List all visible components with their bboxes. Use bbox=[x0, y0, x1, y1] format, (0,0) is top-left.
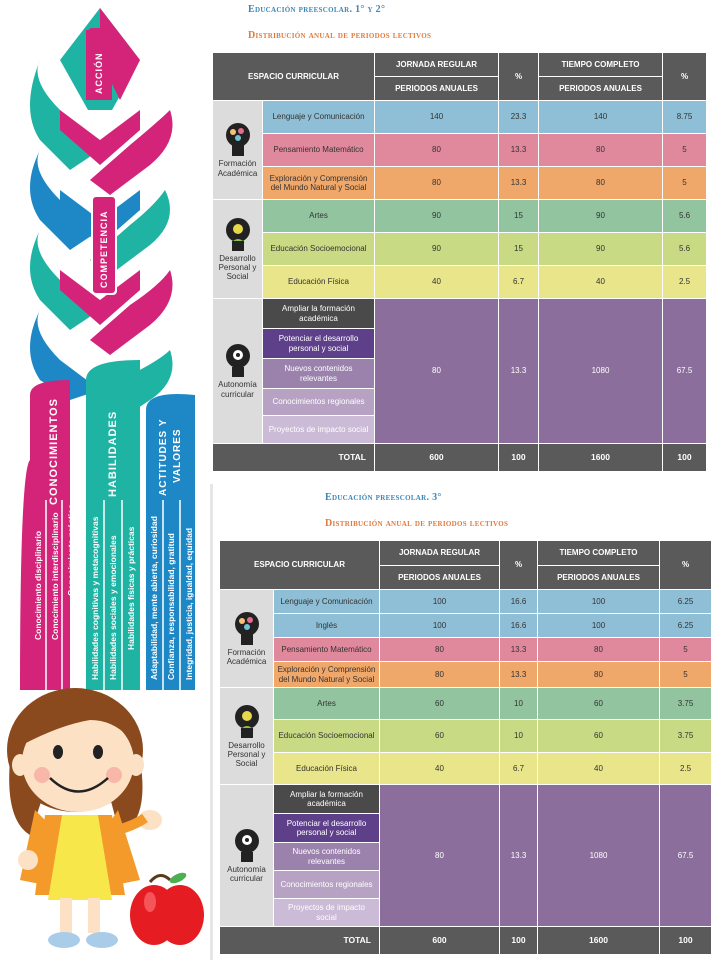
subject-name: Lenguaje y Comunicación bbox=[263, 101, 375, 134]
brain-head-icon bbox=[223, 122, 253, 156]
autonomia-item: Proyectos de impacto social bbox=[274, 899, 380, 927]
autonomia-item: Ampliar la formación académica bbox=[274, 785, 380, 814]
header-periodos2: PERIODOS ANUALES bbox=[539, 77, 663, 101]
item-habilidades-cognitivas: Habilidades cognitivas y metacognitivas bbox=[90, 516, 100, 680]
header-pct: % bbox=[499, 53, 539, 101]
header-periodos: PERIODOS ANUALES bbox=[375, 77, 499, 101]
table-row: Autonomía curricular Ampliar la formación académica 80 13.3 1080 67.5 bbox=[213, 299, 707, 329]
section-subtitle: Distribución anual de periodos lectivos bbox=[325, 518, 509, 529]
table-row: Pensamiento Matemático 80 13.3 80 5 bbox=[220, 638, 712, 662]
table-row: Inglés 100 16.6 100 6.25 bbox=[220, 614, 712, 638]
apple-illustration bbox=[130, 871, 204, 945]
header-periodos: PERIODOS ANUALES bbox=[380, 566, 500, 590]
item-conocimiento-disciplinario: Conocimiento disciplinario bbox=[33, 530, 43, 640]
autonomia-item: Proyectos de impacto social bbox=[263, 416, 375, 444]
table-row: Exploración y Comprensión del Mundo Natural y Social 80 13.3 80 5 bbox=[220, 662, 712, 688]
table-row: Educación Física 40 6.7 40 2.5 bbox=[220, 753, 712, 785]
autonomia-item: Conocimientos regionales bbox=[263, 389, 375, 416]
subject-name: Artes bbox=[274, 688, 380, 720]
gear-head-icon bbox=[223, 343, 253, 377]
subject-name: Educación Física bbox=[263, 266, 375, 299]
group-formacion: Formación Académica bbox=[220, 590, 274, 688]
subject-name: Exploración y Comprensión del Mundo Natural y Social bbox=[274, 662, 380, 688]
header-espacio: ESPACIO CURRICULAR bbox=[220, 541, 380, 590]
group-formacion: Formación Académica bbox=[213, 101, 263, 200]
table-row: Educación Física 40 6.7 40 2.5 bbox=[213, 266, 707, 299]
section-title: Educación preescolar. 3° bbox=[325, 492, 442, 503]
item-integridad: Integridad, justicia, igualdad, equidad bbox=[184, 527, 194, 680]
item-conocimiento-practico: Conocimiento práctico bbox=[66, 503, 76, 596]
subject-name: Lenguaje y Comunicación bbox=[274, 590, 380, 614]
autonomia-item: Potenciar el desarrollo personal y social bbox=[263, 329, 375, 359]
autonomia-item: Ampliar la formación académica bbox=[263, 299, 375, 329]
competencia-label: COMPETENCIA bbox=[99, 210, 109, 288]
table-row: Formación Académica Lenguaje y Comunicación 100 16.6 100 6.25 bbox=[220, 590, 712, 614]
header-jornada: JORNADA REGULAR bbox=[380, 541, 500, 566]
header-espacio: ESPACIO CURRICULAR bbox=[213, 53, 375, 101]
subject-name: Pensamiento Matemático bbox=[274, 638, 380, 662]
flower-head-icon bbox=[232, 704, 262, 738]
group-autonomia: Autonomía curricular bbox=[220, 785, 274, 927]
table-row: Pensamiento Matemático 80 13.3 80 5 bbox=[213, 134, 707, 167]
gear-head-icon bbox=[232, 828, 262, 862]
periods-table bbox=[219, 540, 712, 955]
section-subtitle: Distribución anual de periodos lectivos bbox=[248, 30, 432, 41]
header-tiempo: TIEMPO COMPLETO bbox=[539, 53, 663, 77]
autonomia-item: Potenciar el desarrollo personal y social bbox=[274, 814, 380, 843]
header-pct: % bbox=[500, 541, 538, 590]
table-row: Formación Académica Lenguaje y Comunicación 140 23.3 140 8.75 bbox=[213, 101, 707, 134]
header-pct2: % bbox=[663, 53, 707, 101]
item-habilidades-sociales: Habilidades sociales y emocionales bbox=[108, 535, 118, 680]
periods-table bbox=[212, 52, 707, 472]
group-desarrollo: Desarrollo Personal y Social bbox=[220, 688, 274, 785]
total-row: TOTAL 600 100 1600 100 bbox=[220, 927, 712, 955]
actitudes-label: ACTITUDES Y bbox=[158, 418, 169, 496]
subject-name: Educación Socioemocional bbox=[274, 720, 380, 753]
item-adaptabilidad: Adaptabilidad, mente abierta, curiosidad bbox=[149, 516, 159, 680]
table-row: Exploración y Comprensión del Mundo Natural y Social 80 13.3 80 5 bbox=[213, 167, 707, 200]
subject-name: Artes bbox=[263, 200, 375, 233]
header-tiempo: TIEMPO COMPLETO bbox=[538, 541, 660, 566]
subject-name: Educación Socioemocional bbox=[263, 233, 375, 266]
group-autonomia: Autonomía curricular bbox=[213, 299, 263, 444]
habilidades-label: HABILIDADES bbox=[107, 410, 119, 497]
total-row: TOTAL 600 100 1600 100 bbox=[213, 444, 707, 472]
header-jornada: JORNADA REGULAR bbox=[375, 53, 499, 77]
item-conocimiento-interdisciplinario: Conocimiento interdisciplinario bbox=[50, 512, 60, 640]
header-pct2: % bbox=[660, 541, 712, 590]
table-row: Educación Socioemocional 60 10 60 3.75 bbox=[220, 720, 712, 753]
table-row: Educación Socioemocional 90 15 90 5.6 bbox=[213, 233, 707, 266]
section-title: Educación preescolar. 1° y 2° bbox=[248, 4, 386, 15]
table-section-1-2 bbox=[210, 0, 720, 484]
subject-name: Inglés bbox=[274, 614, 380, 638]
subject-name: Exploración y Comprensión del Mundo Natural y Social bbox=[263, 167, 375, 200]
table-row: Autonomía curricular Ampliar la formación académica 80 13.3 1080 67.5 bbox=[220, 785, 712, 814]
autonomia-item: Conocimientos regionales bbox=[274, 871, 380, 899]
subject-name: Pensamiento Matemático bbox=[263, 134, 375, 167]
autonomia-item: Nuevos contenidos relevantes bbox=[274, 843, 380, 871]
table-row: Desarrollo Personal y Social Artes 90 15 90 5.6 bbox=[213, 200, 707, 233]
brain-head-icon bbox=[232, 611, 262, 645]
subject-name: Educación Física bbox=[274, 753, 380, 785]
autonomia-item: Nuevos contenidos relevantes bbox=[263, 359, 375, 389]
conocimientos-label: CONOCIMIENTOS bbox=[48, 398, 60, 505]
group-desarrollo: Desarrollo Personal y Social bbox=[213, 200, 263, 299]
table-row: Desarrollo Personal y Social Artes 60 10 60 3.75 bbox=[220, 688, 712, 720]
item-confianza: Confianza, responsabilidad, gratitud bbox=[166, 533, 176, 680]
competency-infographic bbox=[0, 0, 210, 960]
header-periodos2: PERIODOS ANUALES bbox=[538, 566, 660, 590]
accion-label: ACCIÓN bbox=[94, 52, 104, 94]
item-habilidades-fisicas: Habilidades físicas y prácticas bbox=[126, 526, 136, 650]
flower-head-icon bbox=[223, 217, 253, 251]
valores-label: VALORES bbox=[172, 428, 183, 483]
table-section-3 bbox=[210, 484, 720, 960]
